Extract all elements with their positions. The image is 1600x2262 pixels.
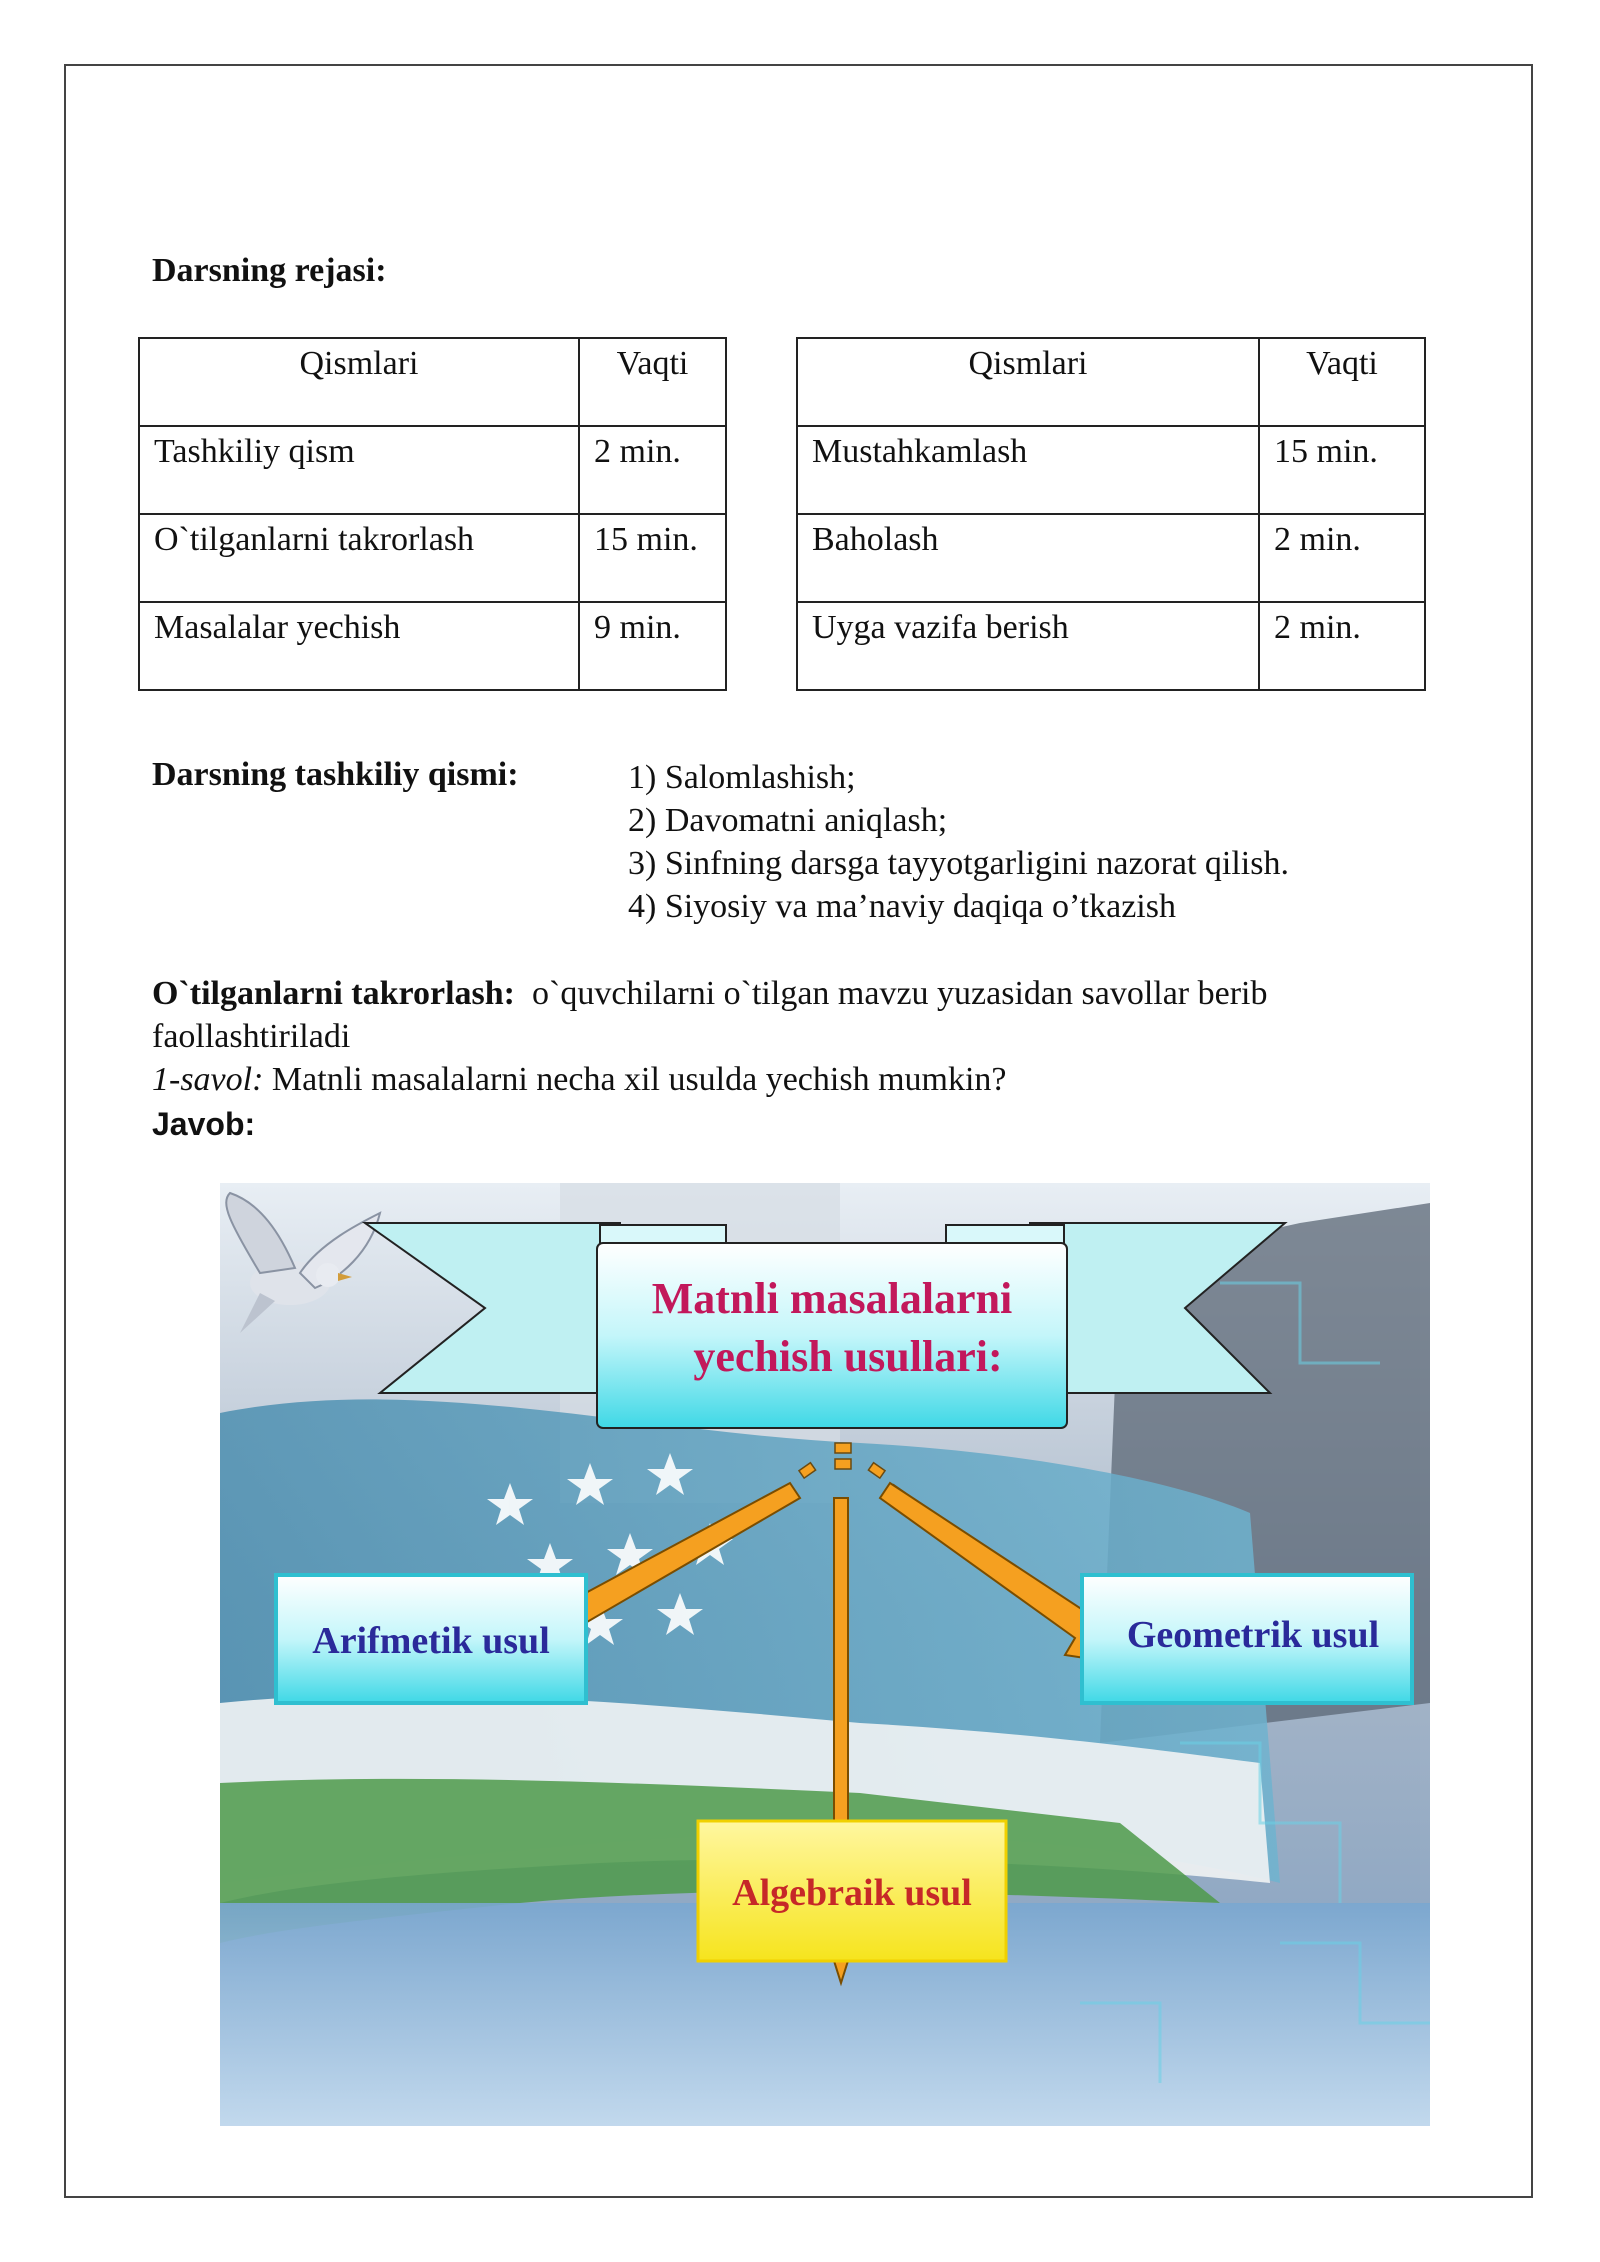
table-cell: 9 min. xyxy=(579,602,726,690)
table-header: Qismlari xyxy=(797,338,1259,426)
table-cell: Tashkiliy qism xyxy=(139,426,579,514)
table-cell: 2 min. xyxy=(579,426,726,514)
slide-title-line2: yechish usullari: xyxy=(693,1332,1003,1381)
method-box-geometrik xyxy=(1082,1575,1412,1703)
table-header: Vaqti xyxy=(579,338,726,426)
organization-heading: Darsning tashkiliy qismi: xyxy=(152,756,519,793)
list-item: 4) Siyosiy va ma’naviy daqiqa o’tkazish xyxy=(628,888,1176,925)
question-label: 1-savol: xyxy=(152,1061,264,1098)
review-heading: O`tilganlarni takrorlash: xyxy=(152,975,515,1012)
table-cell: Uyga vazifa berish xyxy=(797,602,1259,690)
method-box-algebraik xyxy=(698,1821,1006,1961)
review-text: o`quvchilarni o`tilgan mavzu yuzasidan savollar berib faollashtiriladi xyxy=(152,975,1268,1055)
method-label-algebraik: Algebraik usul xyxy=(732,1872,972,1914)
table-cell: 2 min. xyxy=(1259,602,1425,690)
table-cell: O`tilganlarni takrorlash xyxy=(139,514,579,602)
table-cell: Mustahkamlash xyxy=(797,426,1259,514)
question-text: Matnli masalalarni necha xil usulda yechish mumkin? xyxy=(271,1061,1007,1098)
table-header: Vaqti xyxy=(1259,338,1425,426)
slide-title-line1: Matnli masalalarni xyxy=(651,1274,1013,1323)
plan-heading: Darsning rejasi: xyxy=(152,252,387,289)
table-cell: 15 min. xyxy=(579,514,726,602)
list-item: 2) Davomatni aniqlash; xyxy=(628,802,948,839)
table-cell: 2 min. xyxy=(1259,514,1425,602)
methods-slide-image xyxy=(220,1183,1430,2126)
table-cell: Masalalar yechish xyxy=(139,602,579,690)
review-paragraph xyxy=(152,972,1412,1058)
organization-list xyxy=(628,756,1289,928)
plan-table-left xyxy=(138,337,727,691)
answer-label: Javob: xyxy=(152,1106,256,1142)
list-item: 3) Sinfning darsga tayyotgarligini nazorat qilish. xyxy=(628,845,1289,882)
question-line xyxy=(152,1058,1412,1101)
method-box-arifmetik xyxy=(276,1575,586,1703)
list-item: 1) Salomlashish; xyxy=(628,759,856,796)
plan-table-right xyxy=(796,337,1426,691)
table-cell: 15 min. xyxy=(1259,426,1425,514)
method-label-arifmetik: Arifmetik usul xyxy=(312,1620,550,1662)
table-cell: Baholash xyxy=(797,514,1259,602)
method-label-geometrik: Geometrik usul xyxy=(1126,1614,1380,1656)
table-header: Qismlari xyxy=(139,338,579,426)
